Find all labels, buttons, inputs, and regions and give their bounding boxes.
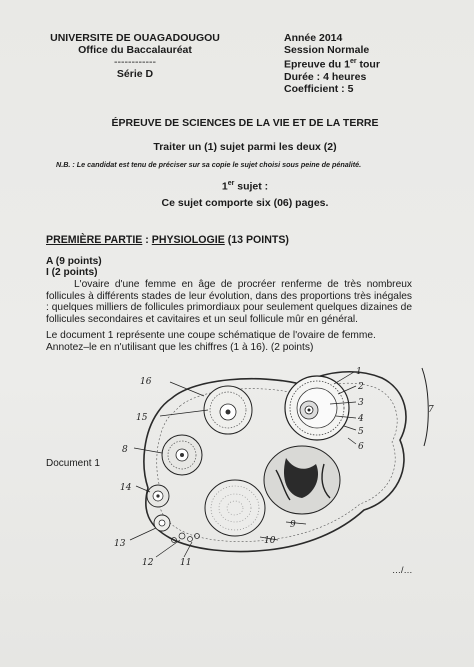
corpus-luteum (205, 480, 265, 536)
epreuve-suffix: tour (356, 58, 380, 71)
number-16: 16 (140, 377, 152, 387)
nb-note (56, 160, 446, 169)
part-subject: PHYSIOLOGIE (151, 234, 225, 246)
duree: Durée : 4 heures (284, 70, 367, 83)
follicle-8 (162, 435, 202, 475)
part-points: (13 POINTS) (224, 234, 289, 246)
section-i: I (2 points) (46, 267, 98, 278)
page-continue: …/… (392, 565, 413, 575)
university-name: UNIVERSITE DE OUAGADOUGOU (50, 32, 220, 44)
sujet-word: sujet : (234, 180, 269, 193)
pages-note: Ce sujet comporte six (06) pages. (161, 197, 329, 209)
number-3: 3 (358, 398, 364, 408)
epreuve-prefix: Epreuve du 1 (284, 58, 350, 71)
coefficient: Coefficient : 5 (284, 82, 354, 95)
number-6: 6 (358, 442, 364, 452)
number-4: 4 (358, 414, 364, 424)
number-2: 2 (358, 382, 364, 392)
epreuve (284, 56, 434, 71)
part-heading (46, 234, 289, 246)
paragraph-document-line2: Annotez–le en n'utilisant que les chiffres (1 à 16). (2 points) (46, 341, 314, 353)
header-right (284, 32, 434, 95)
ovary-diagram (100, 360, 450, 575)
instruction: Traiter un (1) sujet parmi les deux (2) (153, 141, 337, 153)
number-8: 8 (122, 445, 128, 455)
follicle-14 (147, 485, 169, 507)
number-14: 14 (120, 483, 132, 493)
document-label: Document 1 (46, 458, 100, 469)
paragraph-document-line1: Le document 1 représente une coupe schématique de l'ovaire de femme. (46, 330, 376, 341)
paragraph-ovaire: L'ovaire d'une femme en âge de procréer renferme de très nombreux follicules à différents stades de leur évolution, dans des proportions très inégales : quelques milliers de follicules primordiaux pour seulement quelques dizaines de follicules secondaires et cavitaires et un seul follicule mûr en général. (46, 279, 412, 325)
header-dashes: ------------ (114, 56, 156, 68)
section-a: A (9 points) (46, 256, 102, 267)
number-13: 13 (114, 539, 126, 549)
ruptured-follicle (264, 446, 340, 514)
number-1: 1 (356, 367, 362, 377)
serie-label: Série D (116, 68, 154, 80)
paragraph-document (46, 330, 416, 353)
number-15: 15 (136, 413, 148, 423)
part-sep: : (142, 234, 152, 246)
office-name: Office du Baccalauréat (78, 44, 192, 56)
sujet-heading (60, 180, 430, 193)
mature-follicle (285, 376, 349, 440)
header-left (50, 32, 220, 80)
epreuve-sup: er (349, 58, 357, 65)
number-11: 11 (180, 558, 192, 568)
number-9: 9 (290, 520, 296, 530)
nb-label: N.B. : (56, 160, 75, 169)
sujet-num: 1 (221, 180, 228, 193)
number-10: 10 (264, 536, 276, 546)
number-7: 7 (428, 405, 434, 415)
session: Session Normale (284, 44, 370, 56)
follicle-13 (154, 515, 170, 531)
follicle-15 (204, 386, 252, 434)
annee: Année 2014 (284, 32, 343, 44)
nb-text: Le candidat est tenu de préciser sur sa copie le sujet choisi sous peine de pénalité. (74, 160, 362, 169)
exam-title: ÉPREUVE DE SCIENCES DE LA VIE ET DE LA TERRE (111, 117, 379, 129)
sujet-sup: er (227, 180, 235, 187)
part-label: PREMIÈRE PARTIE (46, 234, 143, 246)
number-12: 12 (142, 558, 154, 568)
number-5: 5 (358, 427, 364, 437)
